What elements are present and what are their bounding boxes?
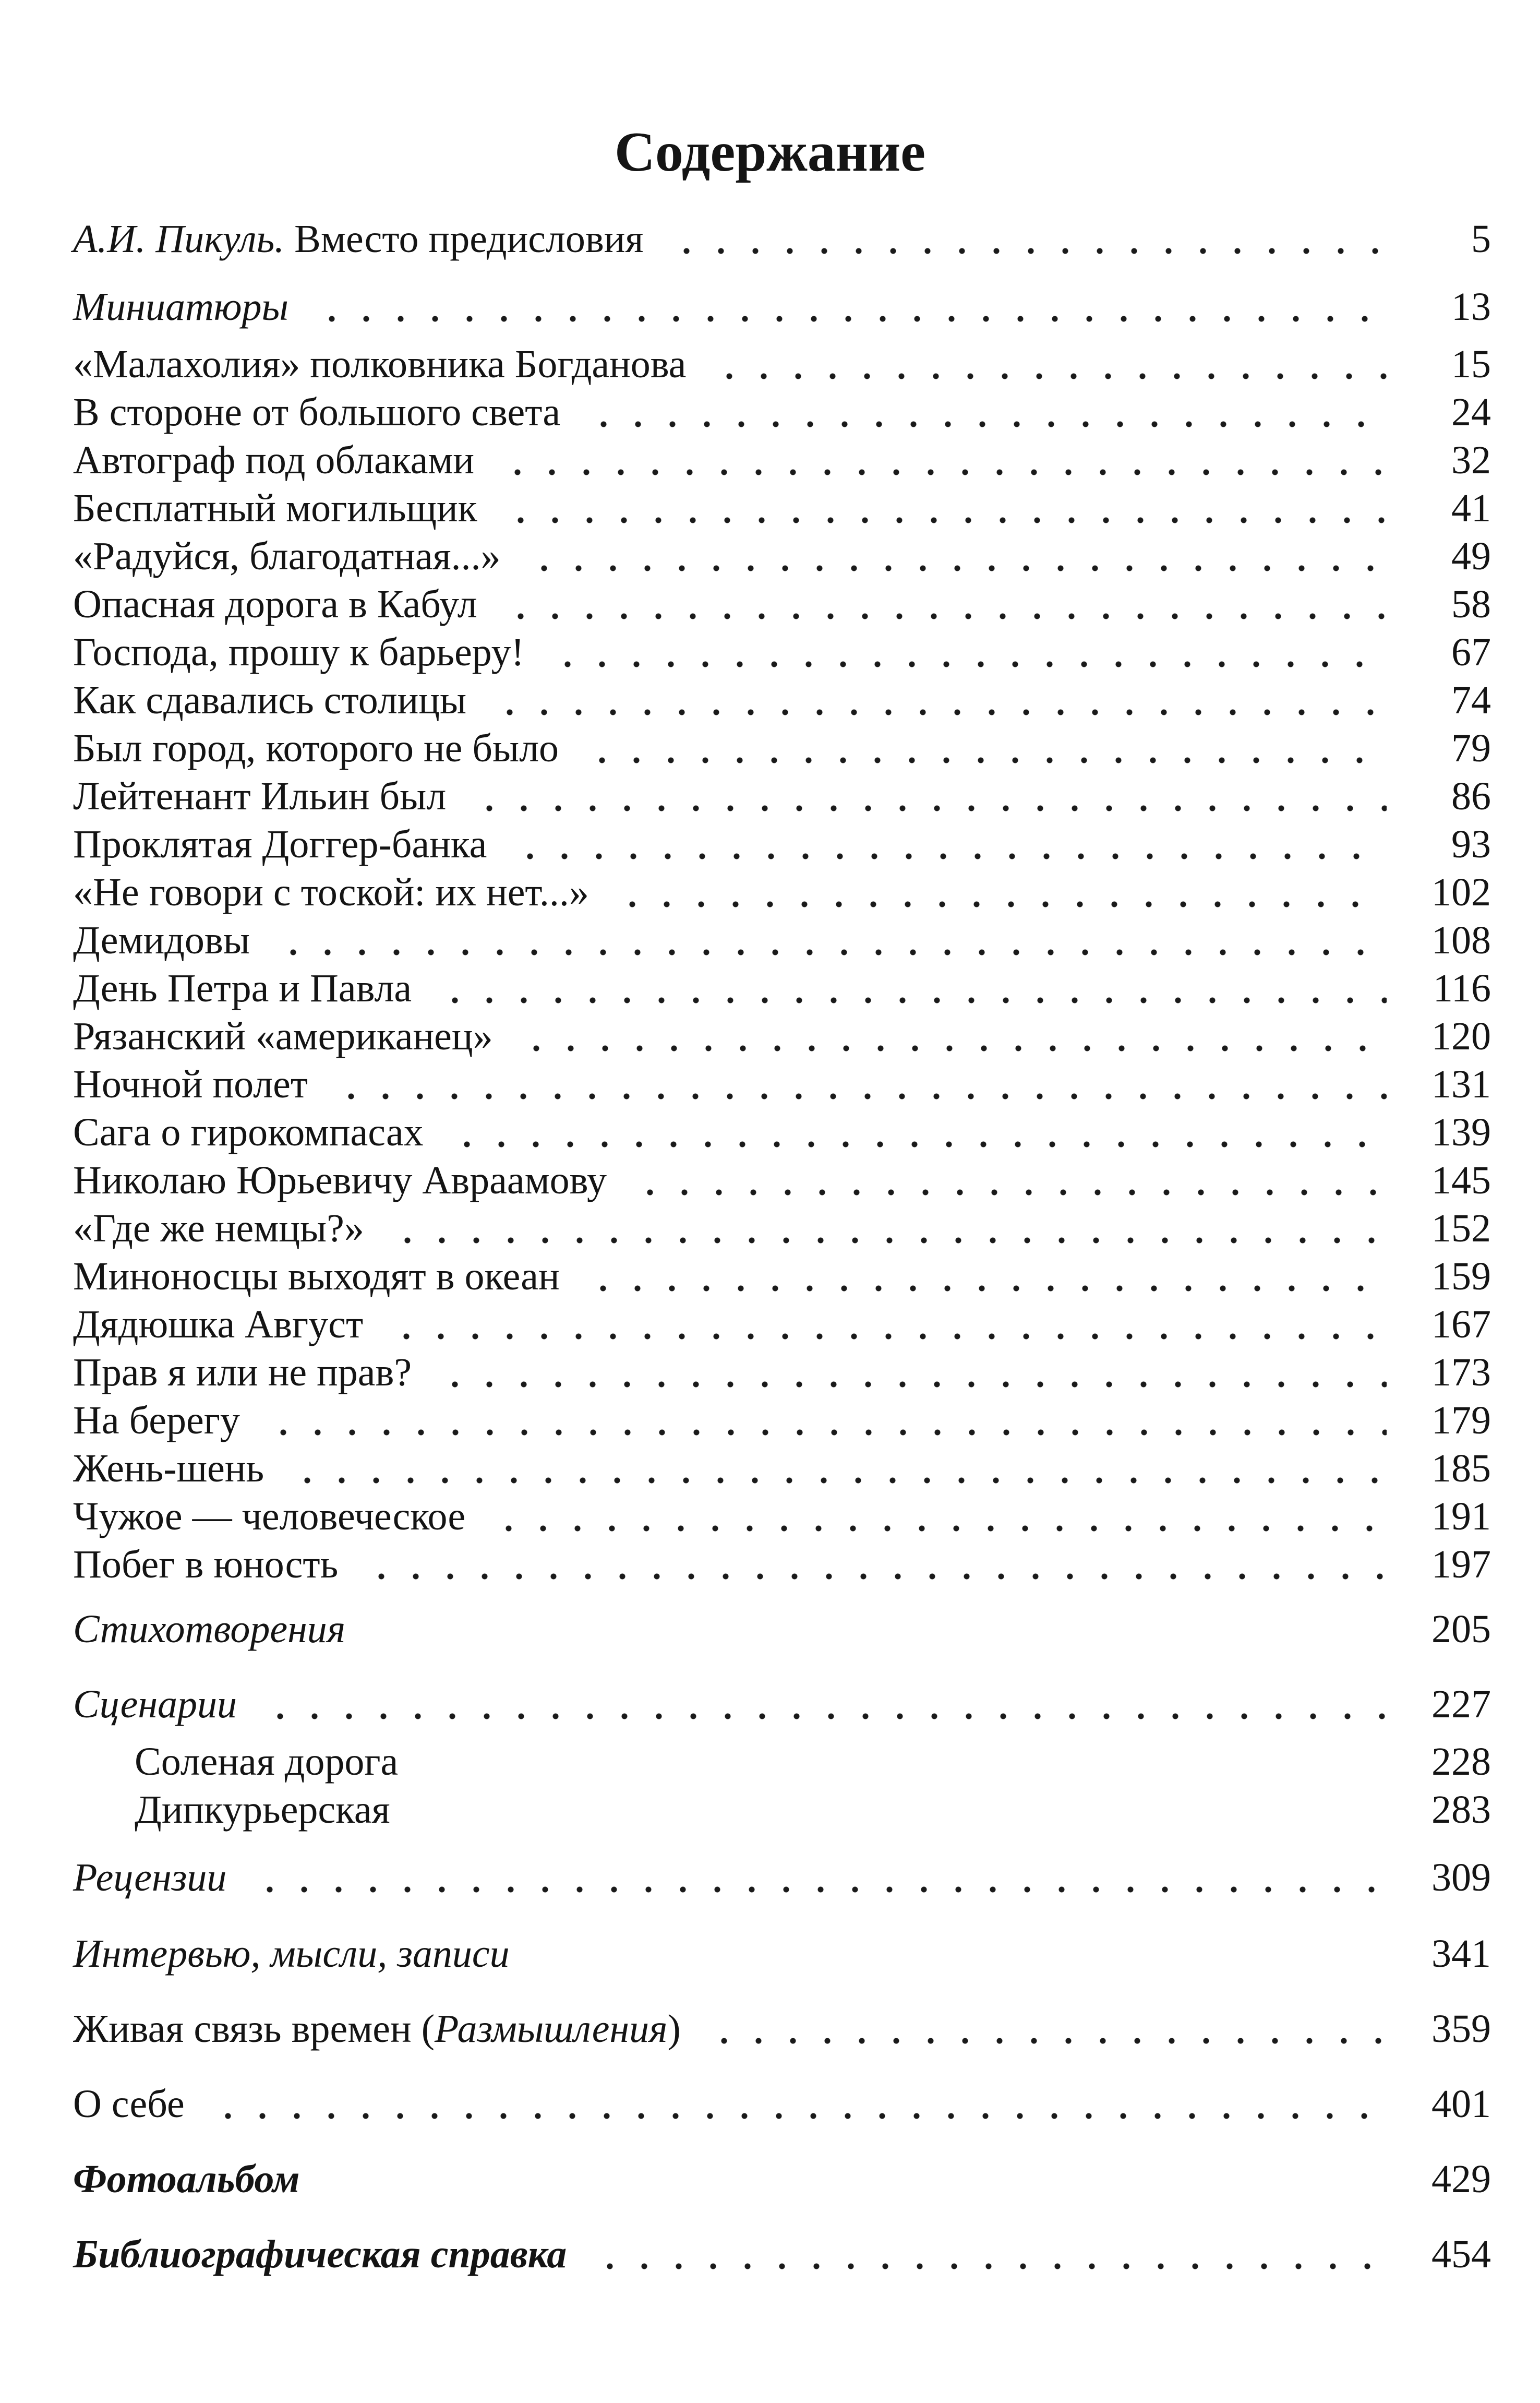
dot-leader	[669, 213, 1387, 265]
dot-leader	[364, 1538, 1387, 1591]
dot-leader	[527, 530, 1387, 582]
toc-entry-label: Бесплатный могильщик	[73, 486, 477, 530]
page-title: Содержание	[614, 121, 926, 183]
toc-entry	[73, 770, 1491, 822]
dot-leader	[315, 281, 1387, 333]
toc-entry-label: Дядюшка Август	[73, 1302, 364, 1346]
toc-entry	[73, 1346, 1491, 1398]
toc-entry	[73, 1202, 1491, 1254]
toc-entry-page: 152	[1431, 1206, 1491, 1250]
dot-leader	[585, 722, 1387, 774]
toc-entry-page: 120	[1431, 1014, 1491, 1058]
toc-entry-page: 283	[1431, 1788, 1491, 1832]
toc-entry	[73, 914, 1491, 966]
dot-leader	[290, 1442, 1387, 1495]
toc-entry-page: 24	[1451, 390, 1491, 434]
toc-entry	[73, 962, 1491, 1014]
dot-leader	[593, 2228, 1387, 2280]
toc-entry-label	[73, 213, 664, 265]
toc-entry-page: 228	[1431, 1740, 1491, 1784]
toc-entry-page: 429	[1431, 2157, 1491, 2201]
toc-entry-label: Проклятая Доггер-банка	[73, 822, 487, 866]
toc-entry	[73, 1678, 1491, 1730]
toc-entry	[73, 626, 1491, 678]
toc-entry-label: Дипкурьерская	[135, 1788, 390, 1832]
toc-entry	[73, 722, 1491, 774]
toc-entry-page: 32	[1451, 438, 1491, 482]
toc-entry	[73, 482, 1491, 534]
dot-leader	[211, 2078, 1387, 2130]
dot-leader	[389, 1298, 1387, 1350]
dot-leader	[503, 578, 1387, 630]
toc-entry-label: «Малахолия» полковника Богданова	[73, 342, 687, 386]
toc-entry	[73, 386, 1491, 438]
toc-entry	[73, 1154, 1491, 1206]
toc-entry-label: Рязанский «американец»	[73, 1014, 493, 1058]
toc-entry-label: О себе	[73, 2082, 185, 2126]
toc-entry-label: Библиографическая справка	[73, 2232, 567, 2276]
dot-leader	[438, 1346, 1387, 1398]
dot-leader	[276, 914, 1387, 966]
toc-subentry	[135, 1784, 1491, 1836]
dot-leader	[492, 674, 1387, 726]
toc-entry-title: Живая связь времен	[73, 2007, 412, 2051]
toc-entry-label: Интервью, мысли, записи	[73, 1932, 510, 1976]
toc-entry-label: Опасная дорога в Кабул	[73, 582, 477, 626]
toc-entry-label: На берегу	[73, 1398, 240, 1442]
dot-leader	[252, 1851, 1387, 1904]
toc-entry-page: 185	[1431, 1446, 1491, 1490]
dot-leader	[450, 1106, 1387, 1158]
dot-leader	[550, 626, 1387, 678]
dot-leader	[707, 2003, 1387, 2055]
toc-entry	[73, 1010, 1491, 1062]
toc-entry-page: 197	[1431, 1543, 1491, 1586]
toc-entry-label: Соленая дорога	[135, 1740, 399, 1784]
leader-blank	[416, 1784, 1387, 1836]
toc-entry-label: Живая связь времен (Размышления)	[73, 2007, 681, 2051]
toc-entry-label: Сага о гирокомпасах	[73, 1110, 424, 1154]
toc-entry-author: А.И. Пикуль.	[73, 217, 285, 261]
toc-entry-page: 359	[1431, 2007, 1491, 2051]
toc-entry	[73, 866, 1491, 918]
leader-blank	[326, 2153, 1387, 2205]
toc-entry-page: 74	[1451, 678, 1491, 722]
toc-entry-label: День Петра и Павла	[73, 966, 412, 1010]
toc-entry-page: 401	[1431, 2082, 1491, 2126]
toc-entry-page: 179	[1431, 1398, 1491, 1442]
toc-entry-label: Чужое — человеческое	[73, 1495, 466, 1538]
toc-entry-label: Ночной полет	[73, 1062, 308, 1106]
toc-entry	[73, 2228, 1491, 2280]
toc-entry	[73, 818, 1491, 870]
dot-leader	[712, 338, 1387, 390]
toc-entry-page: 131	[1431, 1062, 1491, 1106]
toc-entry	[73, 1442, 1491, 1495]
toc-entry-label: Господа, прошу к барьеру!	[73, 630, 524, 674]
dot-leader	[615, 866, 1387, 918]
dot-leader	[500, 434, 1387, 486]
toc-entry	[73, 578, 1491, 630]
toc-entry-page: 5	[1471, 217, 1491, 261]
toc-entry-label: Миноносцы выходят в океан	[73, 1254, 560, 1298]
toc-entry	[73, 213, 1491, 265]
toc-entry	[73, 1106, 1491, 1158]
toc-entry-page: 79	[1451, 726, 1491, 770]
toc-entry	[73, 2078, 1491, 2130]
toc-entry-label: «Радуйся, благодатная...»	[73, 534, 501, 578]
toc-entry	[73, 1490, 1491, 1543]
toc-entry-label: «Где же немцы?»	[73, 1206, 364, 1250]
toc-entry-label: Сценарии	[73, 1682, 237, 1726]
toc-entry-page: 205	[1431, 1607, 1491, 1651]
dot-leader	[503, 482, 1387, 534]
toc-entry	[73, 530, 1491, 582]
toc-entry-label: Фотоальбом	[73, 2157, 300, 2201]
toc-entry-page: 309	[1431, 1856, 1491, 1899]
toc-entry-page: 86	[1451, 774, 1491, 818]
toc-entry-page: 227	[1431, 1682, 1491, 1726]
dot-leader	[263, 1678, 1387, 1730]
toc-entry-label: Как сдавались столицы	[73, 678, 467, 722]
toc-entry-page: 93	[1451, 822, 1491, 866]
dot-leader	[513, 818, 1387, 870]
toc-entry-title: Вместо предисловия	[294, 217, 644, 261]
toc-entry-label: Жень-шень	[73, 1446, 264, 1490]
toc-entry-page: 41	[1451, 486, 1491, 530]
toc-entry-page: 191	[1431, 1495, 1491, 1538]
toc-entry-page: 58	[1451, 582, 1491, 626]
toc-entry	[73, 1058, 1491, 1110]
toc-entry-page: 145	[1431, 1158, 1491, 1202]
toc-entry-label: Прав я или не прав?	[73, 1350, 412, 1394]
toc-entry-page: 116	[1433, 966, 1491, 1010]
toc-entry	[73, 1851, 1491, 1904]
dot-leader	[390, 1202, 1387, 1254]
toc-entry-page: 108	[1431, 918, 1491, 962]
toc-entry-page: 15	[1451, 342, 1491, 386]
toc-entry-page: 159	[1431, 1254, 1491, 1298]
dot-leader	[438, 962, 1387, 1014]
toc-entry	[73, 2003, 1491, 2055]
toc-entry-page: 49	[1451, 534, 1491, 578]
toc-entry	[73, 1394, 1491, 1446]
dot-leader	[472, 770, 1387, 822]
toc-entry-label: Николаю Юрьевичу Авраамову	[73, 1158, 607, 1202]
toc-entry-note: Размышления	[435, 2007, 668, 2051]
toc-entry-label: Миниатюры	[73, 285, 288, 329]
toc-entry	[73, 1298, 1491, 1350]
dot-leader	[586, 386, 1387, 438]
toc-entry-page: 173	[1431, 1350, 1491, 1394]
leader-blank	[371, 1603, 1387, 1655]
toc-entry	[73, 1603, 1491, 1655]
toc-entry-label: Автограф под облаками	[73, 438, 475, 482]
dot-leader	[633, 1154, 1387, 1206]
toc-subentry	[135, 1736, 1491, 1788]
toc-entry	[73, 674, 1491, 726]
dot-leader	[586, 1250, 1387, 1302]
toc-entry	[73, 434, 1491, 486]
toc-entry-page: 67	[1451, 630, 1491, 674]
toc-entry	[73, 281, 1491, 333]
toc-entry-label: Рецензии	[73, 1856, 227, 1899]
toc-entry	[73, 1250, 1491, 1302]
toc-entry-label: Стихотворения	[73, 1607, 346, 1651]
leader-blank	[424, 1736, 1387, 1788]
toc-entry-label: Был город, которого не было	[73, 726, 559, 770]
toc-entry-page: 102	[1431, 870, 1491, 914]
toc-entry-page: 139	[1431, 1110, 1491, 1154]
dot-leader	[266, 1394, 1387, 1446]
toc-entry-page: 167	[1431, 1302, 1491, 1346]
toc-entry	[73, 1538, 1491, 1591]
leader-blank	[536, 1928, 1387, 1980]
toc-entry	[73, 1928, 1491, 1980]
toc-entry-label: Лейтенант Ильин был	[73, 774, 447, 818]
dot-leader	[491, 1490, 1387, 1543]
toc-entry-page: 341	[1431, 1932, 1491, 1976]
toc-entry-page: 454	[1431, 2232, 1491, 2276]
toc-entry-label: «Не говори с тоской: их нет...»	[73, 870, 589, 914]
dot-leader	[519, 1010, 1387, 1062]
toc-entry-page: 13	[1451, 285, 1491, 329]
dot-leader	[334, 1058, 1387, 1110]
toc-entry	[73, 338, 1491, 390]
toc-entry-label: Побег в юность	[73, 1543, 339, 1586]
toc-entry-label: Демидовы	[73, 918, 250, 962]
toc-entry-label: В стороне от большого света	[73, 390, 561, 434]
toc-entry	[73, 2153, 1491, 2205]
